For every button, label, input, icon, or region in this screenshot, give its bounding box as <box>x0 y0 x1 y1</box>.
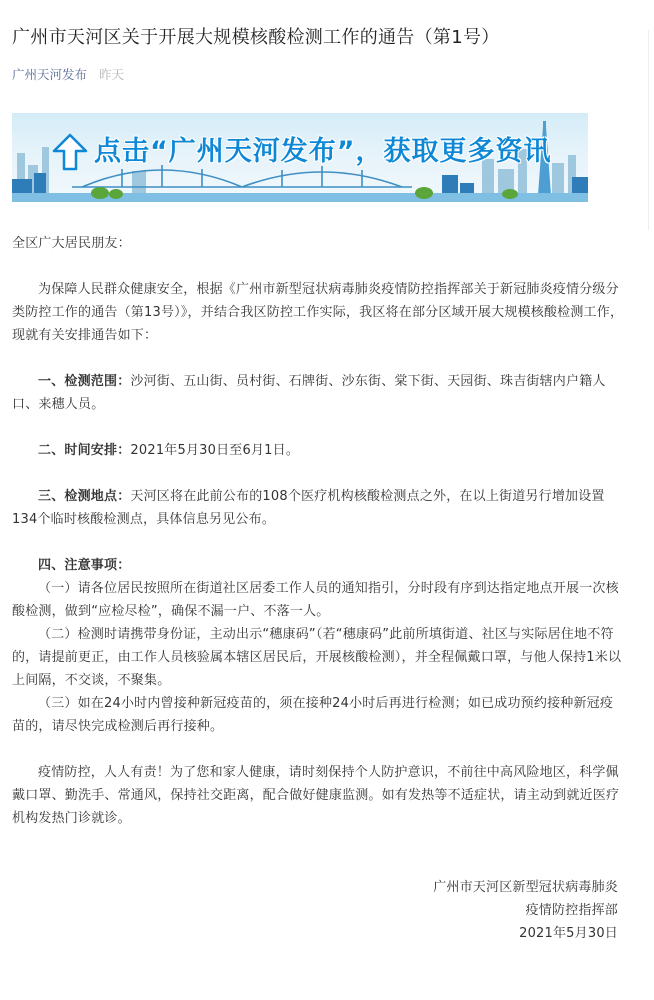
section-location-label: 三、检测地点： <box>38 489 131 504</box>
section-scope-text: 沙河街、五山街、员村街、石牌街、沙东街、棠下街、天园街、珠吉街辖内户籍人口、来穗人员。 <box>12 374 606 412</box>
follow-banner[interactable] <box>12 113 588 202</box>
banner-text: 点击“广州天河发布”，获取更多资讯 <box>94 136 552 167</box>
signature-line: 疫情防控指挥部 <box>525 903 618 918</box>
note-item: （一）请各位居民按照所在街道社区居委工作人员的通知指引，分时段有序到达指定地点开展一次核酸检测，做到“应检尽检”，确保不漏一户、不落一人。 <box>12 581 619 619</box>
publish-time: 昨天 <box>99 67 125 82</box>
account-name-link[interactable]: 广州天河发布 <box>12 67 88 82</box>
section-time-text: 2021年5月30日至6月1日。 <box>130 443 300 458</box>
intro-paragraph: 为保障人民群众健康安全，根据《广州市新型冠状病毒肺炎疫情防控指挥部关于新冠肺炎疫情分级分类防控工作的通告（第13号）》，并结合我区防控工作实际，我区将在部分区域开展大规模核酸检测工作，现就有关安排通告如下： <box>12 282 624 343</box>
greeting: 全区广大居民朋友： <box>12 236 131 251</box>
section-notes-label: 四、注意事项： <box>38 558 131 573</box>
section-time <box>12 439 624 462</box>
article-title: 广州市天河区关于开展大规模核酸检测工作的通告（第1号） <box>12 27 500 48</box>
article-body <box>12 232 624 945</box>
article-meta <box>12 66 124 84</box>
note-item: （三）如在24小时内曾接种新冠疫苗的，须在接种24小时后再进行检测；如已成功预约接种新冠疫苗的，请尽快完成检测后再行接种。 <box>12 696 614 734</box>
closing-paragraph: 疫情防控，人人有责！为了您和家人健康，请时刻保持个人防护意识，不前往中高风险地区，科学佩戴口罩、勤洗手、常通风，保持社交距离，配合做好健康监测。如有发热等不适症状，请主动到就近医疗机构发热门诊就诊。 <box>12 765 620 826</box>
section-time-label: 二、时间安排： <box>38 443 131 458</box>
section-scope-label: 一、检测范围： <box>38 374 131 389</box>
signature-date: 2021年5月30日 <box>519 926 618 941</box>
section-location <box>12 485 624 531</box>
up-arrow-icon <box>52 133 88 171</box>
note-item: （二）检测时请携带身份证，主动出示“穗康码”（若“穗康码”此前所填街道、社区与实际居住地不符的，请提前更正，由工作人员核验属本辖区居民后，开展核酸检测），并全程佩戴口罩，与他人保持1米以上间隔，不交谈，不聚集。 <box>12 627 622 688</box>
sidebar-divider <box>648 30 649 230</box>
signature-line: 广州市天河区新型冠状病毒肺炎 <box>433 880 618 895</box>
section-scope <box>12 370 624 416</box>
section-location-text: 天河区将在此前公布的108个医疗机构核酸检测点之外，在以上街道另行增加设置134个临时核酸检测点，具体信息另见公布。 <box>12 489 605 527</box>
